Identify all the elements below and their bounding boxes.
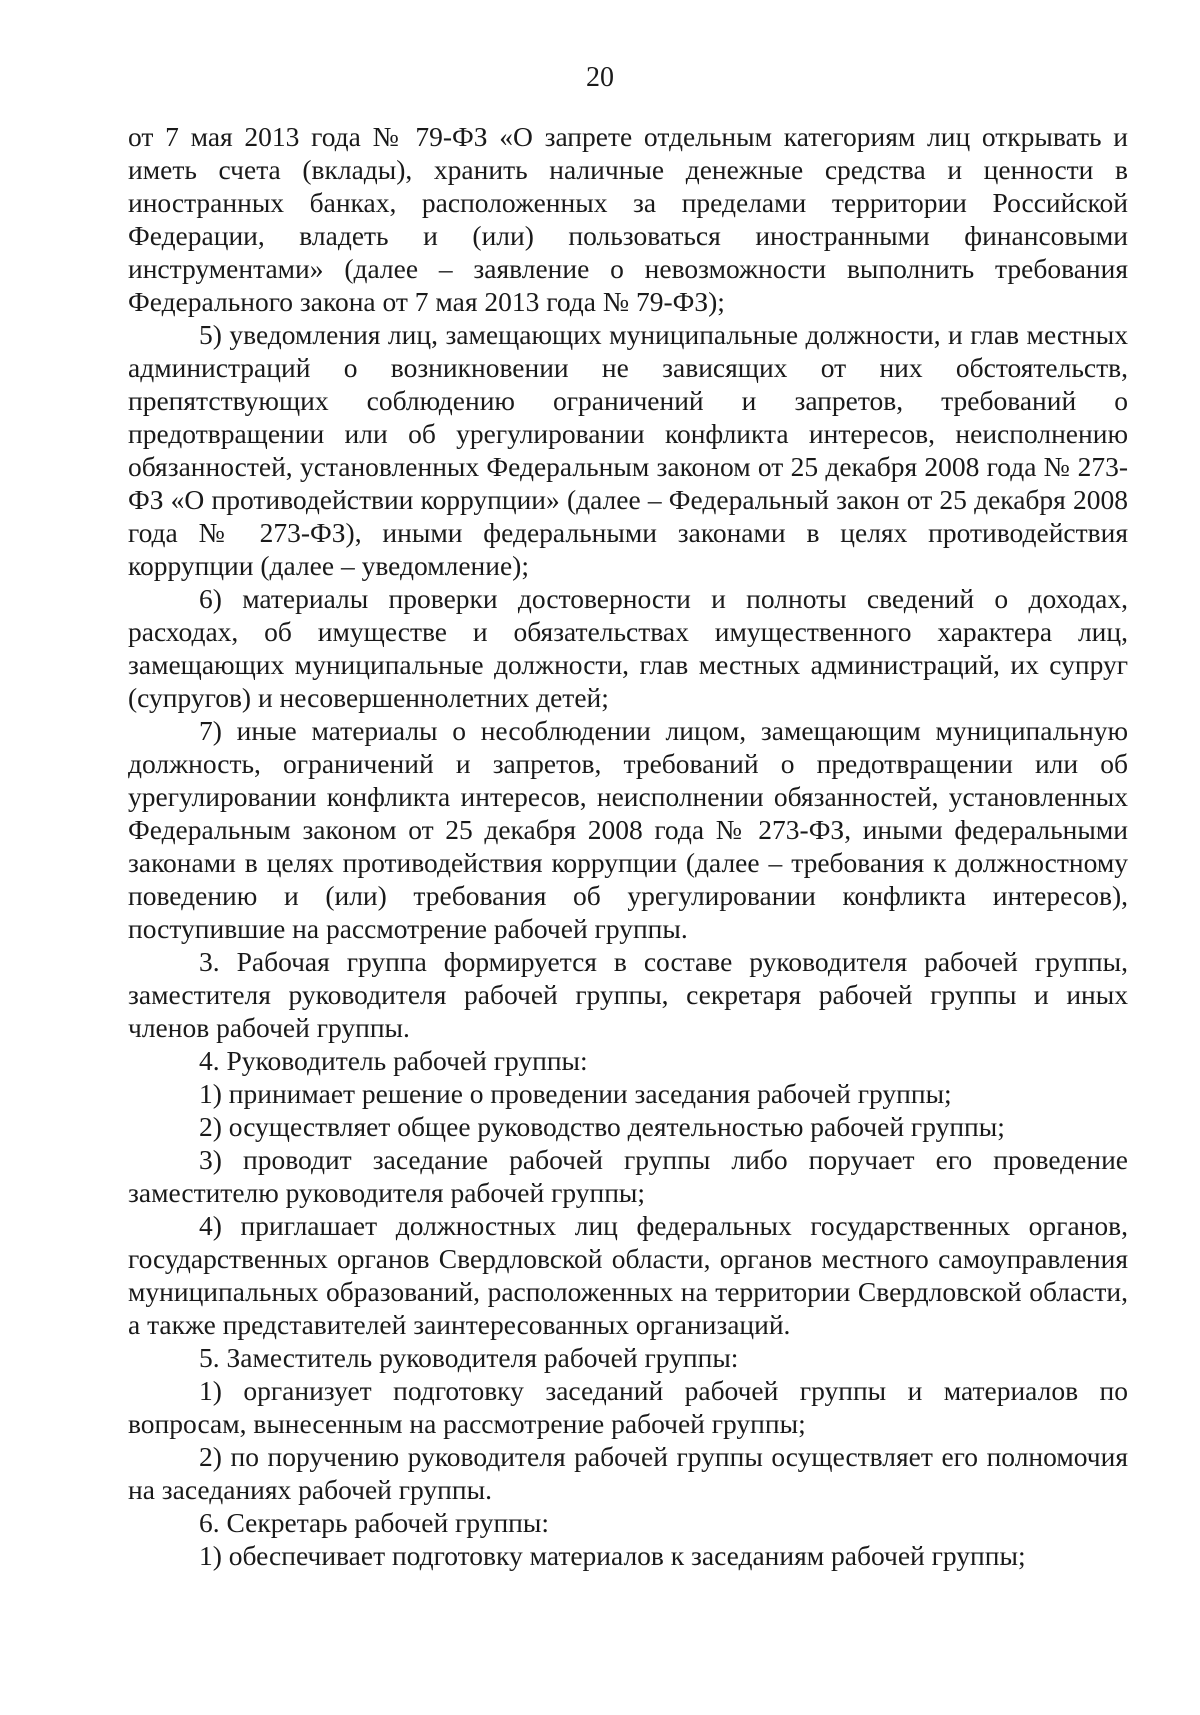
paragraph-deputy-duty-2: 2) по поручению руководителя рабочей группы осуществляет его полномочия на заседаниях рабочей группы. — [128, 1441, 1128, 1505]
paragraph-deputy-duty-1: 1) организует подготовку заседаний рабочей группы и материалов по вопросам, вынесенным на рассмотрение рабочей группы; — [128, 1375, 1128, 1439]
paragraph-section-3-composition: 3. Рабочая группа формируется в составе руководителя рабочей группы, заместителя руководителя рабочей группы, секретаря рабочей группы и иных членов рабочей группы. — [128, 946, 1128, 1043]
paragraph-item-5-notifications: 5) уведомления лиц, замещающих муниципальные должности, и глав местных администраций о возникновении не зависящих от них обстоятельств, препятствующих соблюдению ограничений и запретов, требований о предотвращении или об урегулировании конфликта интересов, неисполнению обязанностей, установленных Федеральным законом от 25 декабря 2008 года № 273-ФЗ «О противодействии коррупции» (далее – Федеральный закон от 25 декабря 2008 года № 273-ФЗ), иными федеральными законами в целях противодействия коррупции (далее – уведомление); — [128, 319, 1128, 581]
paragraph-head-duty-4: 4) приглашает должностных лиц федеральных государственных органов, государственных органов Свердловской области, органов местного самоуправления муниципальных образований, расположенных на территории Свердловской области, а также представителей заинтересованных организаций. — [128, 1210, 1128, 1340]
paragraph-intro-continuation: от 7 мая 2013 года № 79-ФЗ «О запрете отдельным категориям лиц открывать и иметь счета (вклады), хранить наличные денежные средства и ценности в иностранных банках, расположенных за пределами территории Российской Федерации, владеть и (или) пользоваться иностранными финансовыми инструментами» (далее – заявление о невозможности выполнить требования Федерального закона от 7 мая 2013 года № 79-ФЗ); — [128, 121, 1128, 317]
paragraph-item-7-other-materials: 7) иные материалы о несоблюдении лицом, замещающим муниципальную должность, ограничений и запретов, требований о предотвращении или об урегулировании конфликта интересов, неисполнении обязанностей, установленных Федеральным законом от 25 декабря 2008 года № 273-ФЗ, иными федеральными законами в целях противодействия коррупции (далее – требования к должностному поведению и (или) требования об урегулировании конфликта интересов), поступившие на рассмотрение рабочей группы. — [128, 715, 1128, 944]
paragraph-head-duty-2: 2) осуществляет общее руководство деятельностью рабочей группы; — [199, 1111, 1005, 1142]
paragraph-section-4-head: 4. Руководитель рабочей группы: — [199, 1045, 588, 1076]
paragraph-secretary-duty-1: 1) обеспечивает подготовку материалов к заседаниям рабочей группы; — [199, 1540, 1026, 1571]
paragraph-section-5-deputy: 5. Заместитель руководителя рабочей группы: — [199, 1342, 739, 1373]
paragraph-head-duty-3: 3) проводит заседание рабочей группы либо поручает его проведение заместителю руководителя рабочей группы; — [128, 1144, 1128, 1208]
paragraph-head-duty-1: 1) принимает решение о проведении заседания рабочей группы; — [199, 1078, 952, 1109]
page-number: 20 — [586, 62, 614, 93]
document-body — [128, 120, 1128, 1572]
paragraph-item-6-verification-materials: 6) материалы проверки достоверности и полноты сведений о доходах, расходах, об имуществе и обязательствах имущественного характера лиц, замещающих муниципальные должности, глав местных администраций, их супруг (супругов) и несовершеннолетних детей; — [128, 583, 1128, 713]
paragraph-section-6-secretary: 6. Секретарь рабочей группы: — [199, 1507, 550, 1538]
